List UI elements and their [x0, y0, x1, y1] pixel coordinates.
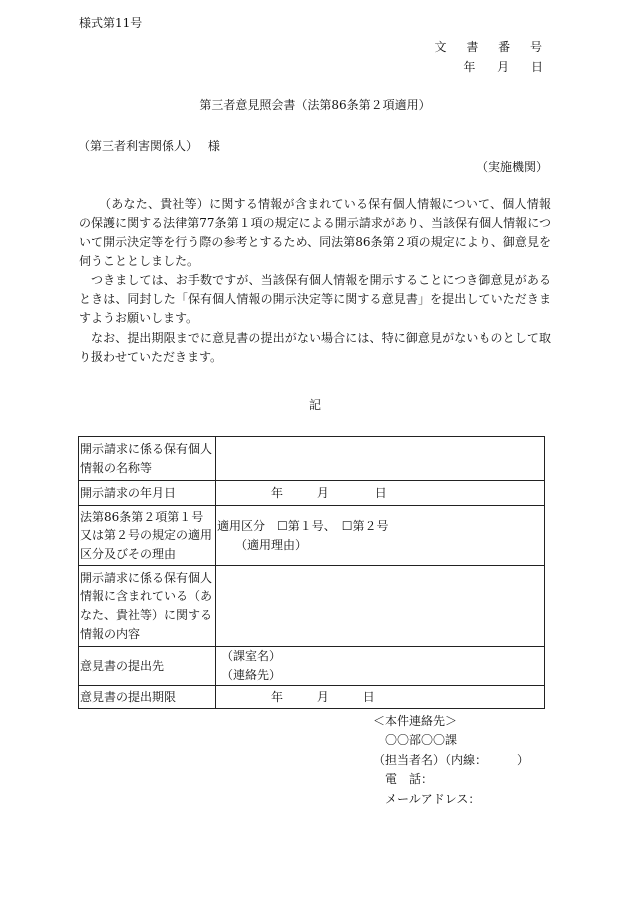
table-row: [79, 686, 545, 709]
contact-department: 〇〇部〇〇課: [385, 733, 458, 748]
row-value-submission-deadline: [216, 686, 545, 709]
application-category-options: 適用区分 ☐第１号、 ☐第２号: [217, 518, 389, 533]
row-label-info-name: 開示請求に係る保有個人情報の名称等: [79, 437, 216, 481]
table-row: [79, 481, 545, 506]
deadline-month: 月: [316, 689, 329, 704]
request-day: 日: [374, 485, 387, 500]
table-row: [79, 437, 545, 481]
deadline-year: 年: [271, 689, 284, 704]
row-value-related-info: [216, 566, 545, 647]
date-label: 年 月 日: [463, 60, 552, 74]
document-number-label: 文 書 番 号: [434, 40, 550, 54]
table-row: [79, 647, 545, 686]
row-label-request-date: 開示請求の年月日: [79, 481, 216, 506]
row-label-application-category: 法第86条第２項第１号又は第２号の規定の適用区分及びその理由: [79, 506, 216, 566]
request-year: 年: [271, 485, 284, 500]
table-row: [79, 566, 545, 647]
request-month: 月: [316, 485, 329, 500]
contact-block: [373, 712, 529, 809]
body-text: [79, 195, 551, 367]
inquiry-details-table: [78, 436, 545, 709]
body-paragraph-1: （あなた、貴社等）に関する情報が含まれている保有個人情報について、個人情報の保護に関する法律第77条第１項の規定による開示請求があり、当該保有個人情報について開示決定等を行う際の参考とするため、同法第86条第２項の規定により、御意見を伺うこととしました。: [79, 197, 551, 269]
row-value-application-category: [216, 506, 545, 566]
section-name: （課室名）: [221, 649, 282, 664]
row-label-submission-destination: 意見書の提出先: [79, 647, 216, 686]
deadline-day: 日: [362, 689, 375, 704]
application-reason: （適用理由）: [235, 537, 308, 552]
row-label-submission-deadline: 意見書の提出期限: [79, 686, 216, 709]
sender-organization: （実施機関）: [475, 160, 548, 174]
row-value-request-date: [216, 481, 545, 506]
form-number: 様式第11号: [79, 16, 143, 30]
contact-email: メールアドレス：: [385, 791, 481, 806]
contact-heading: ＜本件連絡先＞: [373, 714, 458, 728]
contact-phone: 電 話：: [385, 772, 434, 787]
contact-person: （担当者名）（内線： ）: [373, 752, 530, 767]
table-row: [79, 506, 545, 566]
contact-info: （連絡先）: [221, 668, 282, 682]
body-paragraph-2: つきましては、お手数ですが、当該保有個人情報を開示することにつき御意見があるときは、同封した「保有個人情報の開示決定等に関する意見書」を提出していただきますようお願いします。: [79, 273, 551, 326]
body-paragraph-3: なお、提出期限までに意見書の提出がない場合には、特に御意見がないものとして取り扱わせていただきます。: [79, 330, 551, 364]
row-value-submission-destination: [216, 647, 545, 686]
row-value-info-name: [216, 437, 545, 481]
addressee: （第三者利害関係人） 様: [78, 139, 220, 153]
document-title: 第三者意見照会書（法第86条第２項適用）: [199, 98, 431, 112]
row-label-related-info: 開示請求に係る保有個人情報に含まれている（あなた、貴社等）に関する情報の内容: [79, 566, 216, 647]
ki-heading: 記: [308, 398, 321, 412]
